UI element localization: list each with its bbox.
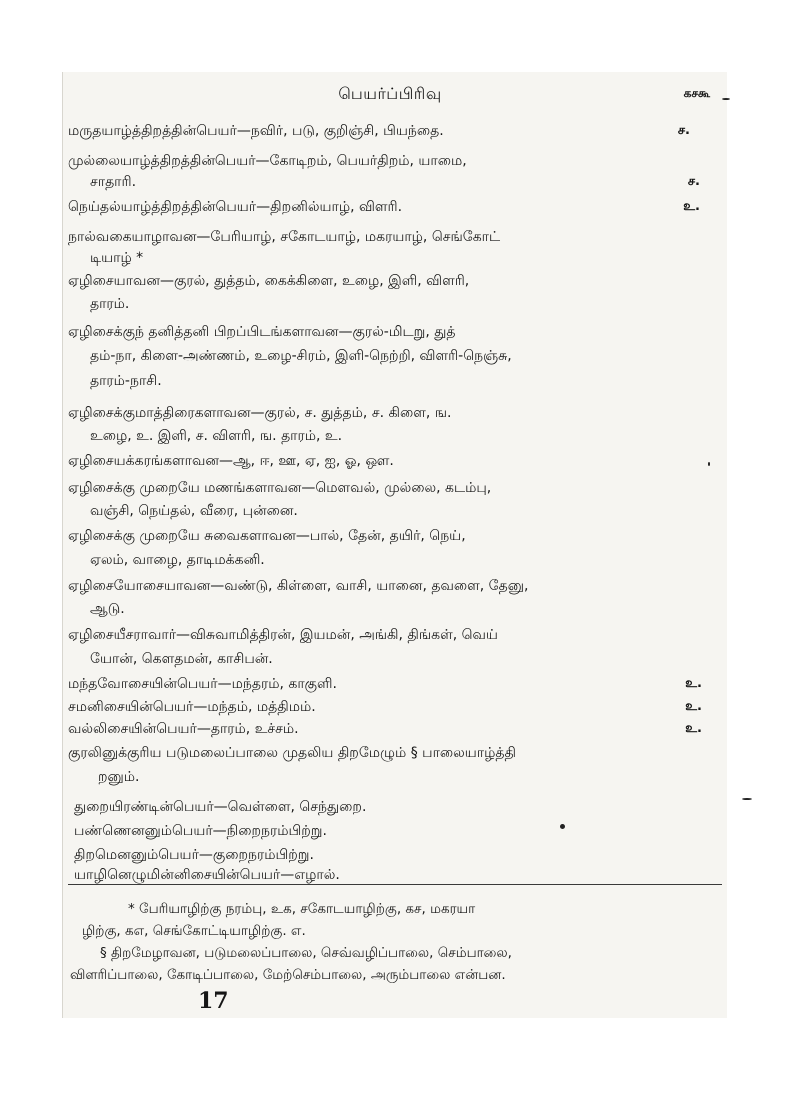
entry-line: உழை, உ. இளி, ச. விளரி, ங. தாரம், உ. bbox=[90, 428, 343, 444]
entry-count: உ. bbox=[685, 676, 702, 691]
entry-count: ச. bbox=[687, 174, 700, 189]
entry-line: துறையிரண்டின்பெயர்—வெள்ளை, செந்துறை. bbox=[74, 799, 367, 815]
entry-count: ச. bbox=[677, 123, 690, 138]
entry-line: வஞ்சி, நெய்தல், வீரை, புன்னை. bbox=[90, 503, 298, 519]
entry-line: ஏழிசைக்கு முறையே சுவைகளாவன—பால், தேன், தயிர், நெய், bbox=[68, 528, 466, 544]
footnote-line: ழிற்கு, கஎ, செங்கோட்டியாழிற்கு. எ. bbox=[82, 923, 306, 939]
scan-speck bbox=[742, 798, 752, 800]
entry-line: யாழினெழுமின்னிசையின்பெயர்—எழால். bbox=[74, 867, 340, 883]
entry-line: ஏழிசையக்கரங்களாவன—ஆ, ஈ, ஊ, ஏ, ஐ, ஓ, ஔ. bbox=[68, 453, 394, 469]
entry-line: முல்லையாழ்த்திறத்தின்பெயர்—கோடிறம், பெயர்திறம், யாமை, bbox=[68, 153, 467, 169]
entry-line: குரலினுக்குரிய படுமலைப்பாலை முதலிய திறமேழும் § பாலையாழ்த்தி bbox=[68, 745, 516, 761]
entry-line: ஏழிசைக்கு முறையே மணங்களாவன—மௌவல், முல்லை, கடம்பு, bbox=[68, 480, 492, 496]
entry-line: மந்தவோசையின்பெயர்—மந்தரம், காகுளி. bbox=[68, 676, 337, 692]
entry-count: உ. bbox=[685, 699, 702, 714]
entry-line: ஏழிசையாவன—குரல், துத்தம், கைக்கிளை, உழை, இளி, விளரி, bbox=[68, 273, 470, 289]
entry-line: ஏழிசையோசையாவன—வண்டு, கிள்ளை, வாசி, யானை, தவளை, தேனு, bbox=[68, 578, 529, 594]
entry-line: சாதாரி. bbox=[90, 174, 137, 190]
entry-line: நால்வகையாழாவன—பேரியாழ், சகோடயாழ், மகரயாழ், செங்கோட் bbox=[68, 229, 501, 245]
entry-line: ஏழிசைக்குமாத்திரைகளாவன—குரல், ச. துத்தம், ச. கிளை, ங. bbox=[68, 405, 452, 421]
entry-line: யோன், கௌதமன், காசிபன். bbox=[90, 651, 273, 667]
entry-count: உ. bbox=[683, 199, 700, 214]
footnote-line: § திறமேழாவன, படுமலைப்பாலை, செவ்வழிப்பாலை, செம்பாலை, bbox=[100, 945, 512, 961]
entry-line: ஏழிசைக்குந் தனித்தனி பிறப்பிடங்களாவன—குரல்-மிடறு, துத் bbox=[68, 324, 456, 340]
entry-line: ஆடு. bbox=[90, 601, 125, 617]
scan-speck bbox=[722, 98, 730, 100]
entry-line: தம்-நா, கிளை-அண்ணம், உழை-சிரம், இளி-நெற்றி, விளரி-நெஞ்சு, bbox=[90, 348, 512, 364]
entry-line: ஏழிசையீசராவார்—விசுவாமித்திரன், இயமன், அங்கி, திங்கள், வெய் bbox=[68, 627, 498, 643]
scan-speck bbox=[560, 824, 565, 829]
footnote-line: * பேரியாழிற்கு நரம்பு, உக, சகோடயாழிற்கு, கச, மகரயா bbox=[128, 901, 476, 917]
footnote-line: விளரிப்பாலை, கோடிப்பாலை, மேற்செம்பாலை, அரும்பாலை என்பன. bbox=[70, 967, 506, 983]
running-header-folio: கசகூ bbox=[683, 86, 710, 100]
entry-line: டியாழ் * bbox=[90, 250, 144, 266]
entry-line: தாரம். bbox=[90, 296, 130, 312]
entry-line: மருதயாழ்த்திறத்தின்பெயர்—நவிர், படு, குறிஞ்சி, பியந்தை. bbox=[68, 123, 444, 139]
entry-line: பண்ணெனனும்பெயர்—நிறைநரம்பிற்று. bbox=[74, 823, 327, 839]
scan-speck bbox=[708, 462, 710, 466]
entry-count: உ. bbox=[685, 721, 702, 736]
entry-line: றனும். bbox=[98, 769, 140, 785]
entry-line: தாரம்-நாசி. bbox=[90, 373, 162, 389]
entry-line: நெய்தல்யாழ்த்திறத்தின்பெயர்—திறனில்யாழ், விளரி. bbox=[68, 199, 403, 215]
entry-line: வல்லிசையின்பெயர்—தாரம், உச்சம். bbox=[68, 721, 299, 737]
entry-line: சமனிசையின்பெயர்—மந்தம், மத்திமம். bbox=[68, 699, 316, 715]
page-number: 17 bbox=[198, 988, 229, 1014]
entry-line: ஏலம், வாழை, தாடிமக்கனி. bbox=[90, 552, 265, 568]
footnote-separator bbox=[68, 884, 722, 885]
entry-line: திறமெனனும்பெயர்—குறைநரம்பிற்று. bbox=[74, 847, 314, 863]
running-header-title: பெயர்ப்பிரிவு bbox=[338, 84, 442, 103]
